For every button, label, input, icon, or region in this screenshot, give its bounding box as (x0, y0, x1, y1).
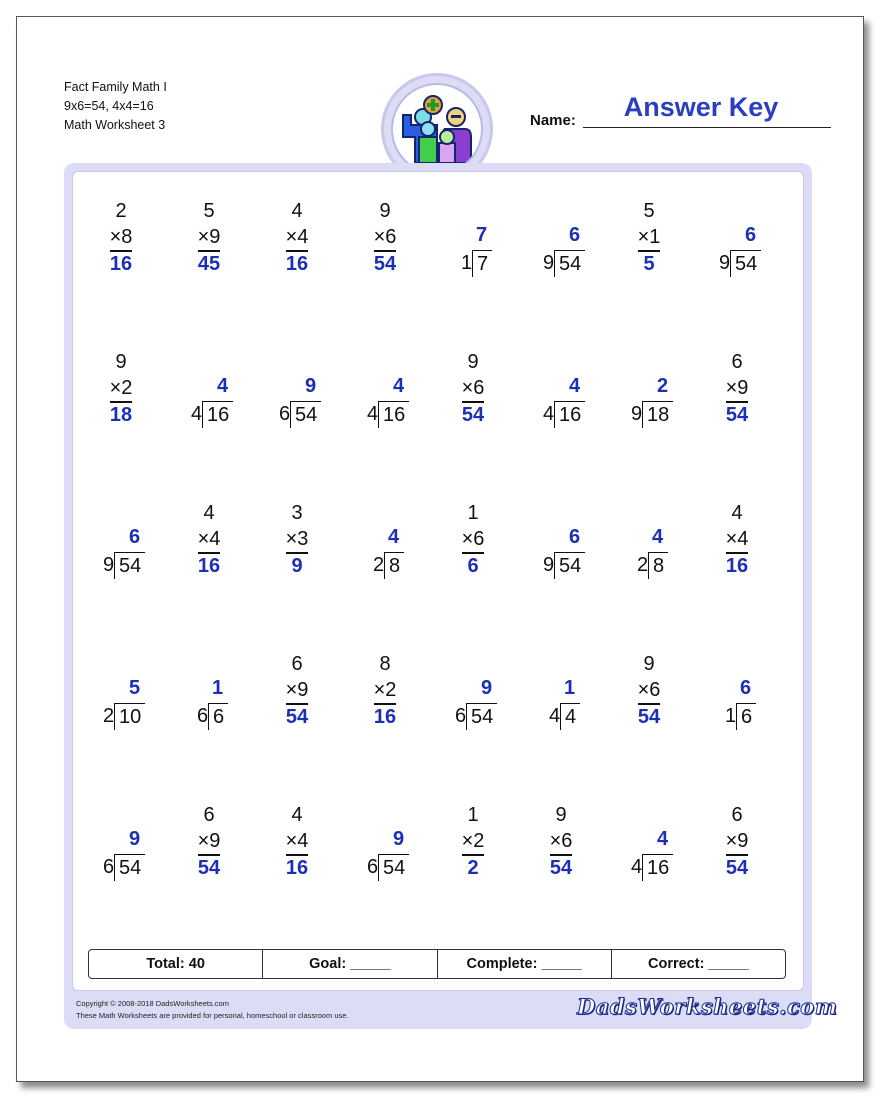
problem-2-5 (430, 349, 516, 429)
problem-3-2 (166, 500, 252, 580)
product-answer: 54 (637, 706, 661, 728)
quotient-answer: 6 (569, 224, 581, 246)
multiplication-problem (430, 500, 516, 580)
dividend: 7 (472, 250, 492, 277)
multiplier: 2 (121, 377, 133, 399)
dividend: 54 (290, 401, 321, 428)
problem-2-1 (78, 349, 164, 429)
dividend: 54 (114, 854, 145, 881)
dividend: 8 (384, 552, 404, 579)
multiplicand: 8 (379, 653, 391, 675)
quotient-answer: 6 (740, 677, 752, 699)
correct-cell[interactable]: Correct: _____ (648, 956, 749, 972)
multiplication-problem (254, 651, 340, 731)
multiplication-problem (694, 802, 780, 882)
division-problem (606, 802, 692, 882)
multiplicand: 5 (203, 200, 215, 222)
problem-5-4 (342, 802, 428, 882)
multiplication-problem (166, 802, 252, 882)
multiplier-row: ×2 (110, 376, 133, 403)
division-problem (166, 651, 252, 731)
multiplier-row: ×4 (286, 225, 309, 252)
problem-1-3 (254, 198, 340, 278)
multiplier-row: ×4 (286, 829, 309, 856)
product-answer: 2 (467, 857, 479, 879)
product-answer: 6 (467, 555, 479, 577)
product-answer: 45 (197, 253, 221, 275)
multiplier-row: ×6 (550, 829, 573, 856)
multiplicand: 9 (115, 351, 127, 373)
divisor: 9 (719, 252, 731, 274)
divisor: 2 (637, 554, 649, 576)
multiplier-row: ×2 (374, 678, 397, 705)
multiplier: 9 (209, 226, 221, 248)
multiplier-row: ×1 (638, 225, 661, 252)
problem-4-7 (606, 651, 692, 731)
dividend: 6 (736, 703, 756, 730)
product-answer: 16 (197, 555, 221, 577)
multiplier: 9 (737, 377, 749, 399)
quotient-answer: 7 (476, 224, 488, 246)
problem-4-1 (78, 651, 164, 731)
dividend: 54 (554, 552, 585, 579)
division-problem (254, 349, 340, 429)
problem-2-6 (518, 349, 604, 429)
usage-line: These Math Worksheets are provided for personal, homeschool or classroom use. (76, 1011, 349, 1020)
division-problem (342, 500, 428, 580)
complete-cell[interactable]: Complete: _____ (438, 950, 612, 978)
goal-cell[interactable]: Goal: _____ (263, 950, 437, 978)
problem-3-3 (254, 500, 340, 580)
division-problem (430, 651, 516, 731)
product-answer: 54 (725, 404, 749, 426)
problem-2-2 (166, 349, 252, 429)
multiplicand: 4 (291, 804, 303, 826)
divisor: 4 (367, 403, 379, 425)
problem-1-2 (166, 198, 252, 278)
product-answer: 54 (373, 253, 397, 275)
divisor: 9 (543, 252, 555, 274)
multiplicand: 3 (291, 502, 303, 524)
multiplication-problem (606, 198, 692, 278)
quotient-answer: 6 (129, 526, 141, 548)
problem-4-6 (518, 651, 604, 731)
multiplier-row: ×9 (286, 678, 309, 705)
quotient-answer: 6 (745, 224, 757, 246)
division-problem (518, 500, 604, 580)
multiplier-row: ×9 (198, 225, 221, 252)
division-problem (518, 651, 604, 731)
problem-2-3 (254, 349, 340, 429)
multiplier: 4 (297, 830, 309, 852)
divisor: 6 (103, 856, 115, 878)
multiplication-problem (166, 198, 252, 278)
dividend: 16 (202, 401, 233, 428)
problem-5-8 (694, 802, 780, 882)
multiplier: 9 (297, 679, 309, 701)
multiplier: 6 (473, 528, 485, 550)
division-problem (606, 500, 692, 580)
multiplicand: 9 (379, 200, 391, 222)
problem-3-4 (342, 500, 428, 580)
problem-5-2 (166, 802, 252, 882)
divisor: 4 (543, 403, 555, 425)
multiplication-problem (166, 500, 252, 580)
worksheet-facts: 9x6=54, 4x4=16 (64, 99, 154, 113)
multiplier: 1 (649, 226, 661, 248)
division-problem (518, 349, 604, 429)
problem-4-4 (342, 651, 428, 731)
quotient-answer: 4 (388, 526, 400, 548)
multiplicand: 1 (467, 502, 479, 524)
multiplication-problem (694, 349, 780, 429)
dividend: 54 (378, 854, 409, 881)
multiplication-problem (430, 349, 516, 429)
multiplier: 9 (737, 830, 749, 852)
problem-3-8 (694, 500, 780, 580)
quotient-answer: 2 (657, 375, 669, 397)
problem-4-3 (254, 651, 340, 731)
worksheet-number: Math Worksheet 3 (64, 118, 166, 132)
division-problem (606, 349, 692, 429)
problem-1-4 (342, 198, 428, 278)
dividend: 54 (554, 250, 585, 277)
multiplicand: 5 (643, 200, 655, 222)
brand-logo: DadsWorksheets.com (577, 994, 838, 1019)
division-problem (518, 198, 604, 278)
multiplier-row: ×6 (462, 376, 485, 403)
multiplier-row: ×4 (198, 527, 221, 554)
multiplication-problem (254, 500, 340, 580)
dividend: 54 (114, 552, 145, 579)
multiplication-problem (342, 198, 428, 278)
divisor: 6 (279, 403, 291, 425)
divisor: 4 (549, 705, 561, 727)
division-problem (78, 651, 164, 731)
quotient-answer: 9 (393, 828, 405, 850)
problem-3-5 (430, 500, 516, 580)
problem-1-7 (606, 198, 692, 278)
quotient-answer: 9 (305, 375, 317, 397)
dividend: 16 (554, 401, 585, 428)
quotient-answer: 9 (129, 828, 141, 850)
product-answer: 54 (285, 706, 309, 728)
score-table (88, 949, 786, 979)
quotient-answer: 4 (657, 828, 669, 850)
quotient-answer: 4 (217, 375, 229, 397)
divisor: 4 (191, 403, 203, 425)
quotient-answer: 1 (212, 677, 224, 699)
product-answer: 16 (725, 555, 749, 577)
problem-1-8 (694, 198, 780, 278)
dividend: 16 (642, 854, 673, 881)
problem-4-2 (166, 651, 252, 731)
multiplier: 6 (649, 679, 661, 701)
multiplication-problem (518, 802, 604, 882)
product-answer: 54 (725, 857, 749, 879)
divisor: 6 (197, 705, 209, 727)
answer-key-title: Answer Key (623, 92, 779, 122)
multiplier-row: ×6 (462, 527, 485, 554)
dividend: 54 (466, 703, 497, 730)
product-answer: 16 (285, 253, 309, 275)
multiplier-row: ×4 (726, 527, 749, 554)
division-problem (342, 349, 428, 429)
product-answer: 5 (643, 253, 655, 275)
problem-5-6 (518, 802, 604, 882)
problem-3-7 (606, 500, 692, 580)
divisor: 6 (455, 705, 467, 727)
divisor: 2 (373, 554, 385, 576)
problem-1-5 (430, 198, 516, 278)
product-answer: 54 (549, 857, 573, 879)
multiplication-problem (694, 500, 780, 580)
name-field-line[interactable] (583, 127, 831, 128)
dividend: 16 (378, 401, 409, 428)
division-problem (166, 349, 252, 429)
multiplier-row: ×6 (638, 678, 661, 705)
multiplier: 8 (121, 226, 133, 248)
multiplicand: 9 (467, 351, 479, 373)
multiplier: 6 (473, 377, 485, 399)
divisor: 6 (367, 856, 379, 878)
multiplicand: 6 (731, 804, 743, 826)
multiplicand: 9 (643, 653, 655, 675)
multiplicand: 1 (467, 804, 479, 826)
division-problem (78, 802, 164, 882)
multiplier-row: ×6 (374, 225, 397, 252)
division-problem (78, 500, 164, 580)
quotient-answer: 4 (569, 375, 581, 397)
worksheet-title: Fact Family Math I (64, 80, 167, 94)
problem-5-3 (254, 802, 340, 882)
multiplier: 2 (473, 830, 485, 852)
dividend: 6 (208, 703, 228, 730)
product-answer: 16 (373, 706, 397, 728)
quotient-answer: 1 (564, 677, 576, 699)
divisor: 9 (543, 554, 555, 576)
multiplicand: 4 (203, 502, 215, 524)
multiplier: 4 (209, 528, 221, 550)
multiplier-row: ×9 (726, 376, 749, 403)
multiplication-problem (606, 651, 692, 731)
multiplication-problem (430, 802, 516, 882)
product-answer: 16 (109, 253, 133, 275)
divisor: 1 (461, 252, 473, 274)
division-problem (342, 802, 428, 882)
problem-4-5 (430, 651, 516, 731)
quotient-answer: 5 (129, 677, 141, 699)
quotient-answer: 9 (481, 677, 493, 699)
problem-2-4 (342, 349, 428, 429)
multiplicand: 6 (291, 653, 303, 675)
problem-2-7 (606, 349, 692, 429)
division-problem (694, 651, 780, 731)
dividend: 4 (560, 703, 580, 730)
multiplier: 4 (737, 528, 749, 550)
problem-3-6 (518, 500, 604, 580)
multiplication-problem (254, 802, 340, 882)
quotient-answer: 4 (652, 526, 664, 548)
multiplier-row: ×3 (286, 527, 309, 554)
problem-frame (64, 163, 812, 1029)
copyright-notice (76, 998, 349, 1022)
division-problem (430, 198, 516, 278)
dividend: 54 (730, 250, 761, 277)
problem-4-8 (694, 651, 780, 731)
product-answer: 18 (109, 404, 133, 426)
dividend: 10 (114, 703, 145, 730)
name-label: Name: (530, 112, 576, 129)
divisor: 4 (631, 856, 643, 878)
problem-5-1 (78, 802, 164, 882)
division-problem (694, 198, 780, 278)
divisor: 9 (103, 554, 115, 576)
product-answer: 54 (197, 857, 221, 879)
multiplier-row: ×8 (110, 225, 133, 252)
multiplication-problem (78, 198, 164, 278)
multiplier: 4 (297, 226, 309, 248)
problem-5-7 (606, 802, 692, 882)
dividend: 8 (648, 552, 668, 579)
multiplicand: 4 (731, 502, 743, 524)
multiplier: 2 (385, 679, 397, 701)
product-answer: 54 (461, 404, 485, 426)
multiplier-row: ×9 (726, 829, 749, 856)
dividend: 18 (642, 401, 673, 428)
divisor: 2 (103, 705, 115, 727)
multiplier: 9 (209, 830, 221, 852)
multiplier-row: ×2 (462, 829, 485, 856)
family-math-icon (391, 83, 483, 175)
copyright-line: Copyright © 2008-2018 DadsWorksheets.com (76, 999, 229, 1008)
multiplicand: 2 (115, 200, 127, 222)
divisor: 1 (725, 705, 737, 727)
multiplicand: 4 (291, 200, 303, 222)
problem-1-1 (78, 198, 164, 278)
problem-3-1 (78, 500, 164, 580)
multiplication-problem (254, 198, 340, 278)
worksheet-info (64, 78, 167, 135)
multiplicand: 6 (731, 351, 743, 373)
multiplier-row: ×9 (198, 829, 221, 856)
problem-2-8 (694, 349, 780, 429)
multiplier: 6 (385, 226, 397, 248)
problem-5-5 (430, 802, 516, 882)
total-cell: Total: 40 (89, 950, 263, 978)
divisor: 9 (631, 403, 643, 425)
multiplicand: 9 (555, 804, 567, 826)
quotient-answer: 6 (569, 526, 581, 548)
multiplier: 3 (297, 528, 309, 550)
multiplicand: 6 (203, 804, 215, 826)
multiplication-problem (78, 349, 164, 429)
product-answer: 16 (285, 857, 309, 879)
quotient-answer: 4 (393, 375, 405, 397)
problem-1-6 (518, 198, 604, 278)
multiplier: 6 (561, 830, 573, 852)
product-answer: 9 (291, 555, 303, 577)
multiplication-problem (342, 651, 428, 731)
